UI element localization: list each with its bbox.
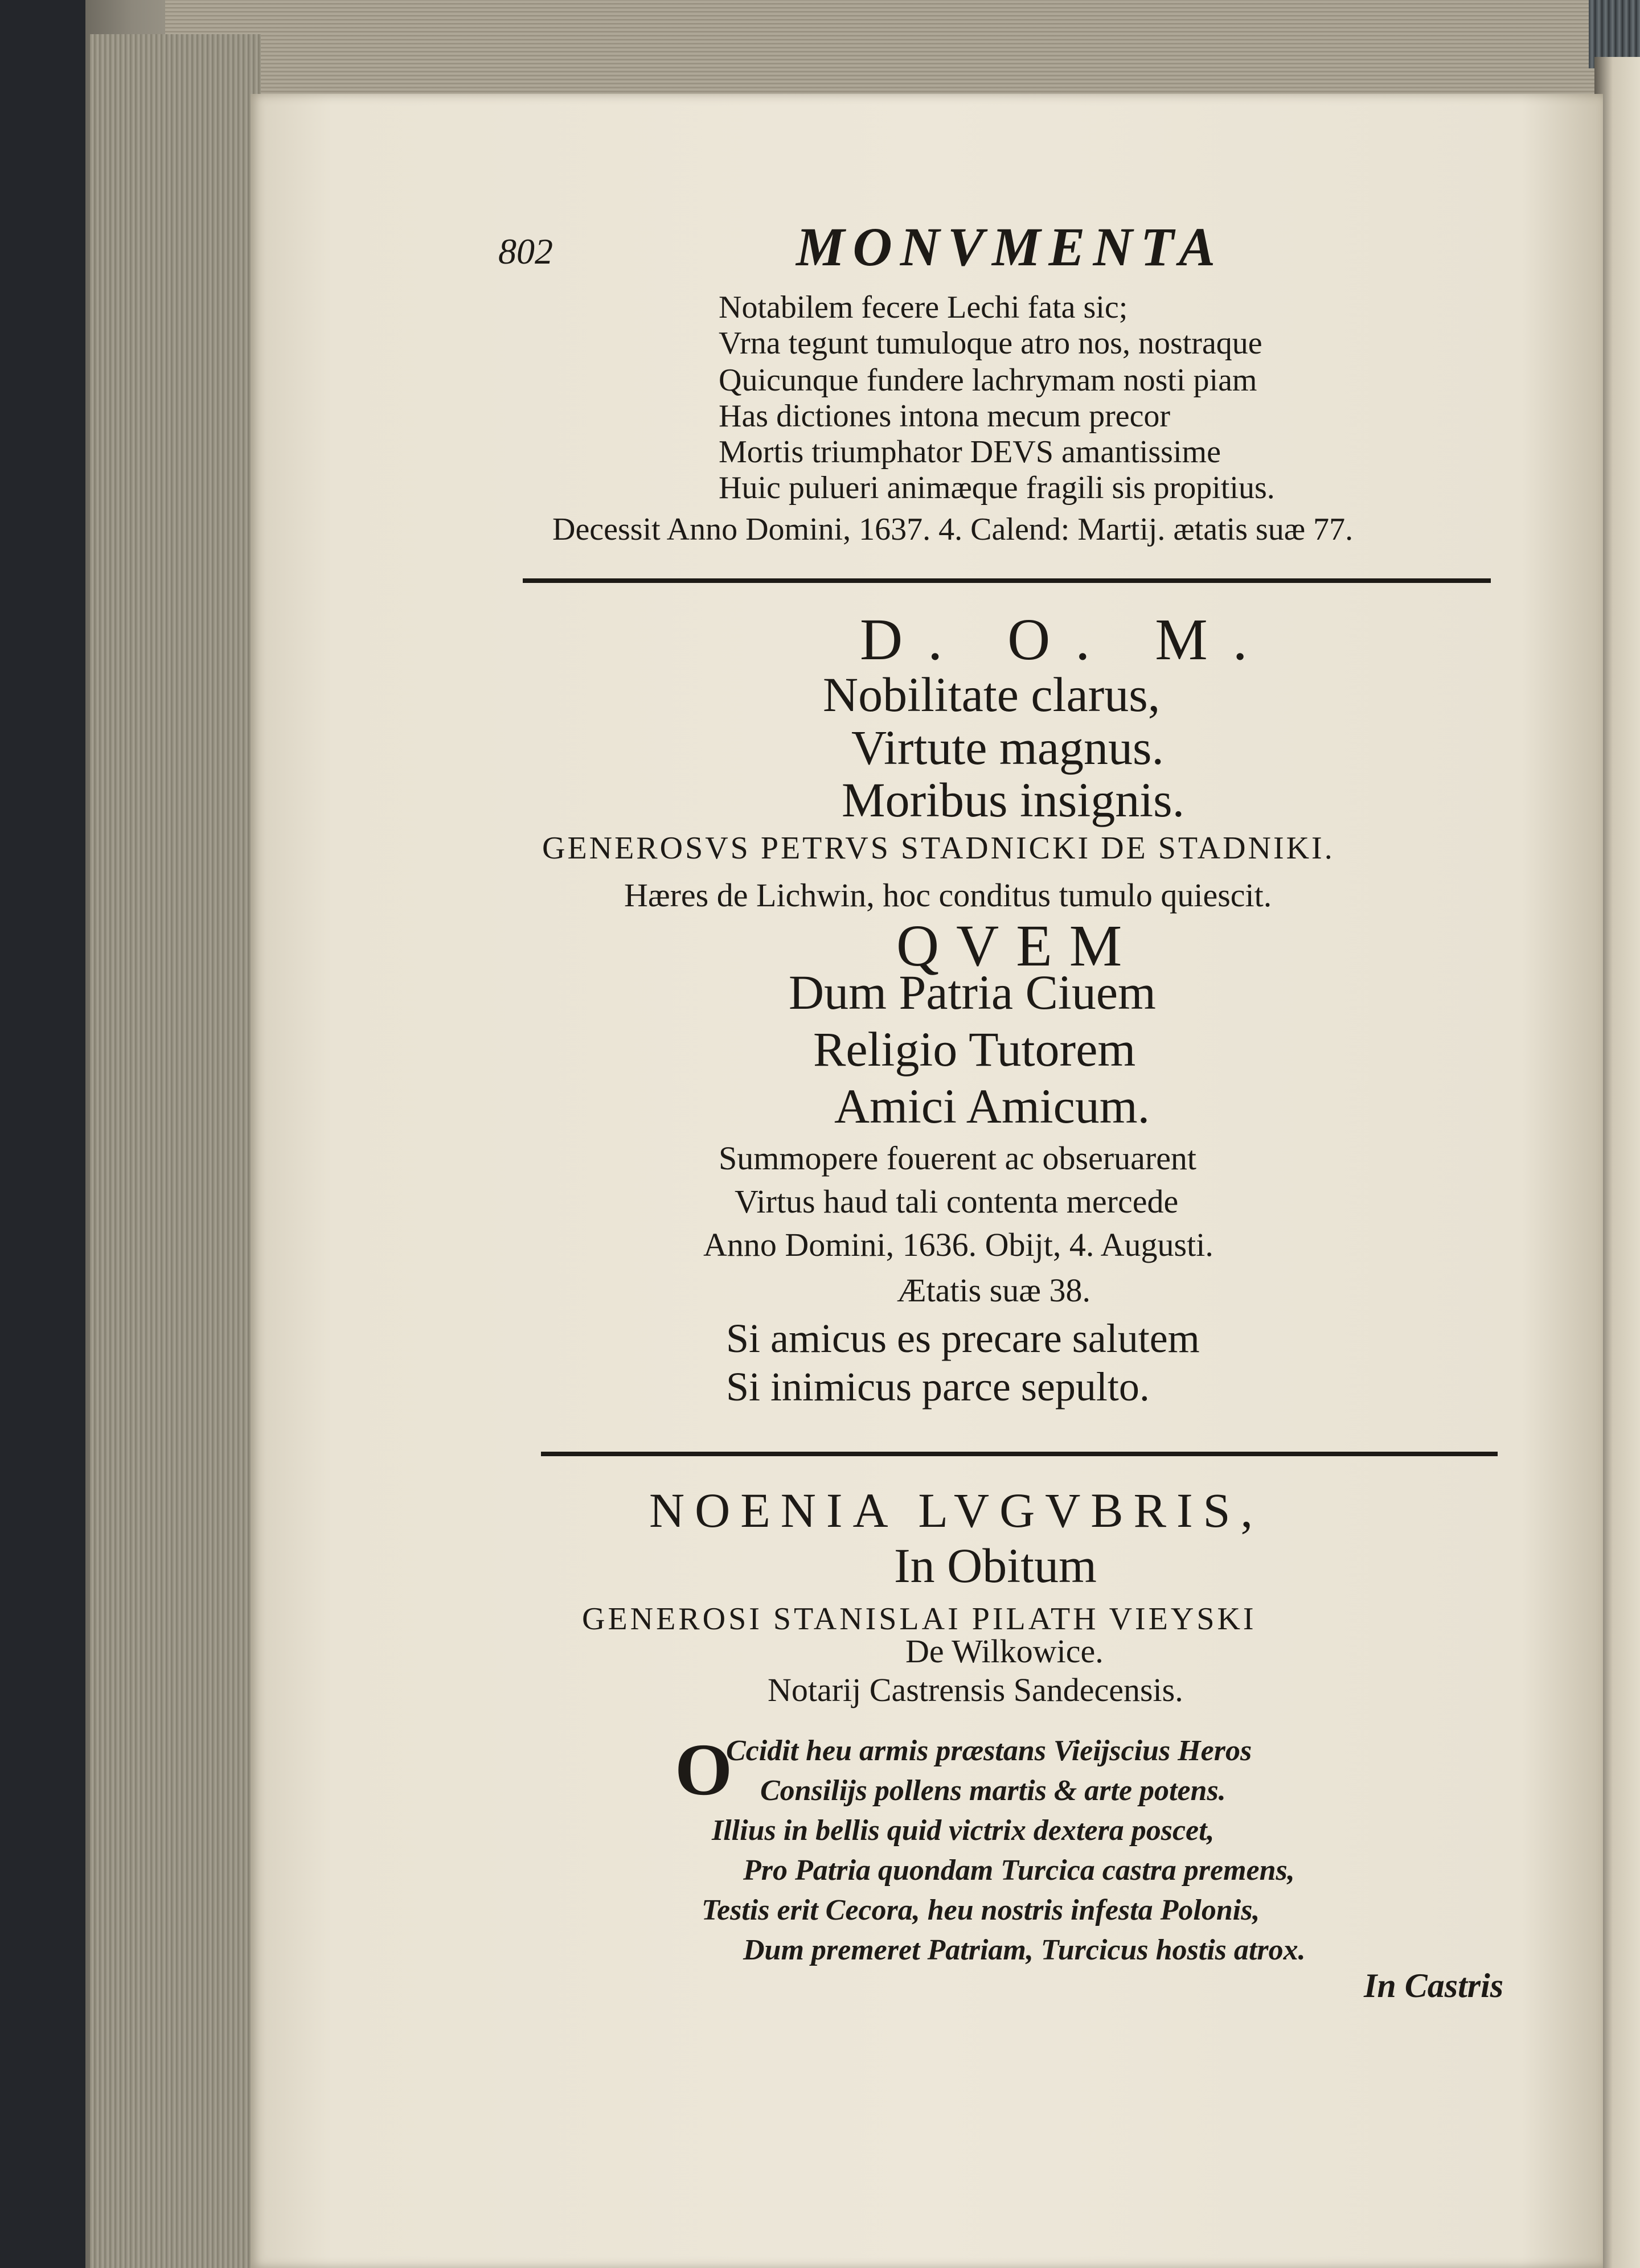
- epitaph-one-line: Has dictiones intona mecum precor: [719, 398, 1171, 434]
- noenia-line: De Wilkowice.: [905, 1633, 1104, 1670]
- drop-cap: O: [675, 1729, 733, 1811]
- epitaph-two-line: Si amicus es precare salutem: [726, 1316, 1200, 1361]
- poem-line: Ccidit heu armis præstans Vieijscius Heros: [726, 1735, 1252, 1767]
- noenia-title: NOENIA LVGVBRIS,: [649, 1483, 1263, 1538]
- epitaph-two-line: Religio Tutorem: [813, 1022, 1136, 1077]
- epitaph-two-line: Hæres de Lichwin, hoc conditus tumulo quiescit.: [624, 877, 1272, 914]
- section-divider: [541, 1452, 1498, 1456]
- dark-background: [0, 0, 88, 2268]
- poem-line: Consilijs pollens martis & arte potens.: [760, 1774, 1226, 1807]
- epitaph-one-line: Notabilem fecere Lechi fata sic;: [719, 290, 1128, 325]
- poem-line: Dum premeret Patriam, Turcicus hostis atrox.: [743, 1934, 1306, 1966]
- section-divider: [523, 578, 1491, 583]
- epitaph-two-line: Ætatis suæ 38.: [897, 1272, 1090, 1309]
- noenia-line: Notarij Castrensis Sandecensis.: [768, 1671, 1183, 1708]
- epitaph-two-line: Si inimicus parce sepulto.: [726, 1364, 1150, 1410]
- epitaph-one-line: Quicunque fundere lachrymam nosti piam: [719, 363, 1257, 398]
- epitaph-one-line: Mortis triumphator DEVS amantissime: [719, 434, 1221, 470]
- epitaph-two-line: QVEM: [896, 913, 1139, 979]
- page-number: 802: [498, 231, 553, 272]
- poem-line: Pro Patria quondam Turcica castra premens,: [743, 1854, 1295, 1887]
- epitaph-two-line: Virtute magnus.: [851, 720, 1164, 775]
- noenia-line: In Obitum: [894, 1538, 1097, 1593]
- epitaph-two-line: Dum Patria Ciuem: [789, 965, 1156, 1020]
- epitaph-two-line: Summopere fouerent ac obseruarent: [719, 1140, 1197, 1177]
- poem-line: Testis erit Cecora, heu nostris infesta Polonis,: [702, 1894, 1260, 1926]
- epitaph-two-line: Virtus haud tali contenta mercede: [735, 1183, 1179, 1220]
- epitaph-two-line: Amici Amicum.: [834, 1079, 1150, 1133]
- epitaph-two-line: Nobilitate clarus,: [823, 667, 1161, 722]
- poem-line: Illius in bellis quid victrix dextera poscet,: [712, 1814, 1215, 1847]
- epitaph-one-line: Huic pulueri animæque fragili sis propitius.: [719, 470, 1275, 506]
- page-stack-fore-edge: [90, 34, 261, 2268]
- epitaph-one-line: Vrna tegunt tumuloque atro nos, nostraque: [719, 326, 1262, 361]
- noenia-line: GENEROSI STANISLAI PILATH VIEYSKI: [582, 1601, 1257, 1637]
- catchword: In Castris: [1364, 1967, 1504, 2004]
- running-title: MONVMENTA: [796, 216, 1224, 277]
- epitaph-one-closing: Decessit Anno Domini, 1637. 4. Calend: Martij. ætatis suæ 77.: [552, 512, 1354, 547]
- page-stack-top-edge: [165, 0, 1623, 100]
- epitaph-two-line: Moribus insignis.: [842, 773, 1185, 827]
- epitaph-two-line: GENEROSVS PETRVS STADNICKI DE STADNIKI.: [542, 831, 1335, 866]
- epitaph-two-line: Anno Domini, 1636. Obijt, 4. Augusti.: [703, 1226, 1213, 1263]
- dom-heading: D. O. M.: [860, 607, 1273, 672]
